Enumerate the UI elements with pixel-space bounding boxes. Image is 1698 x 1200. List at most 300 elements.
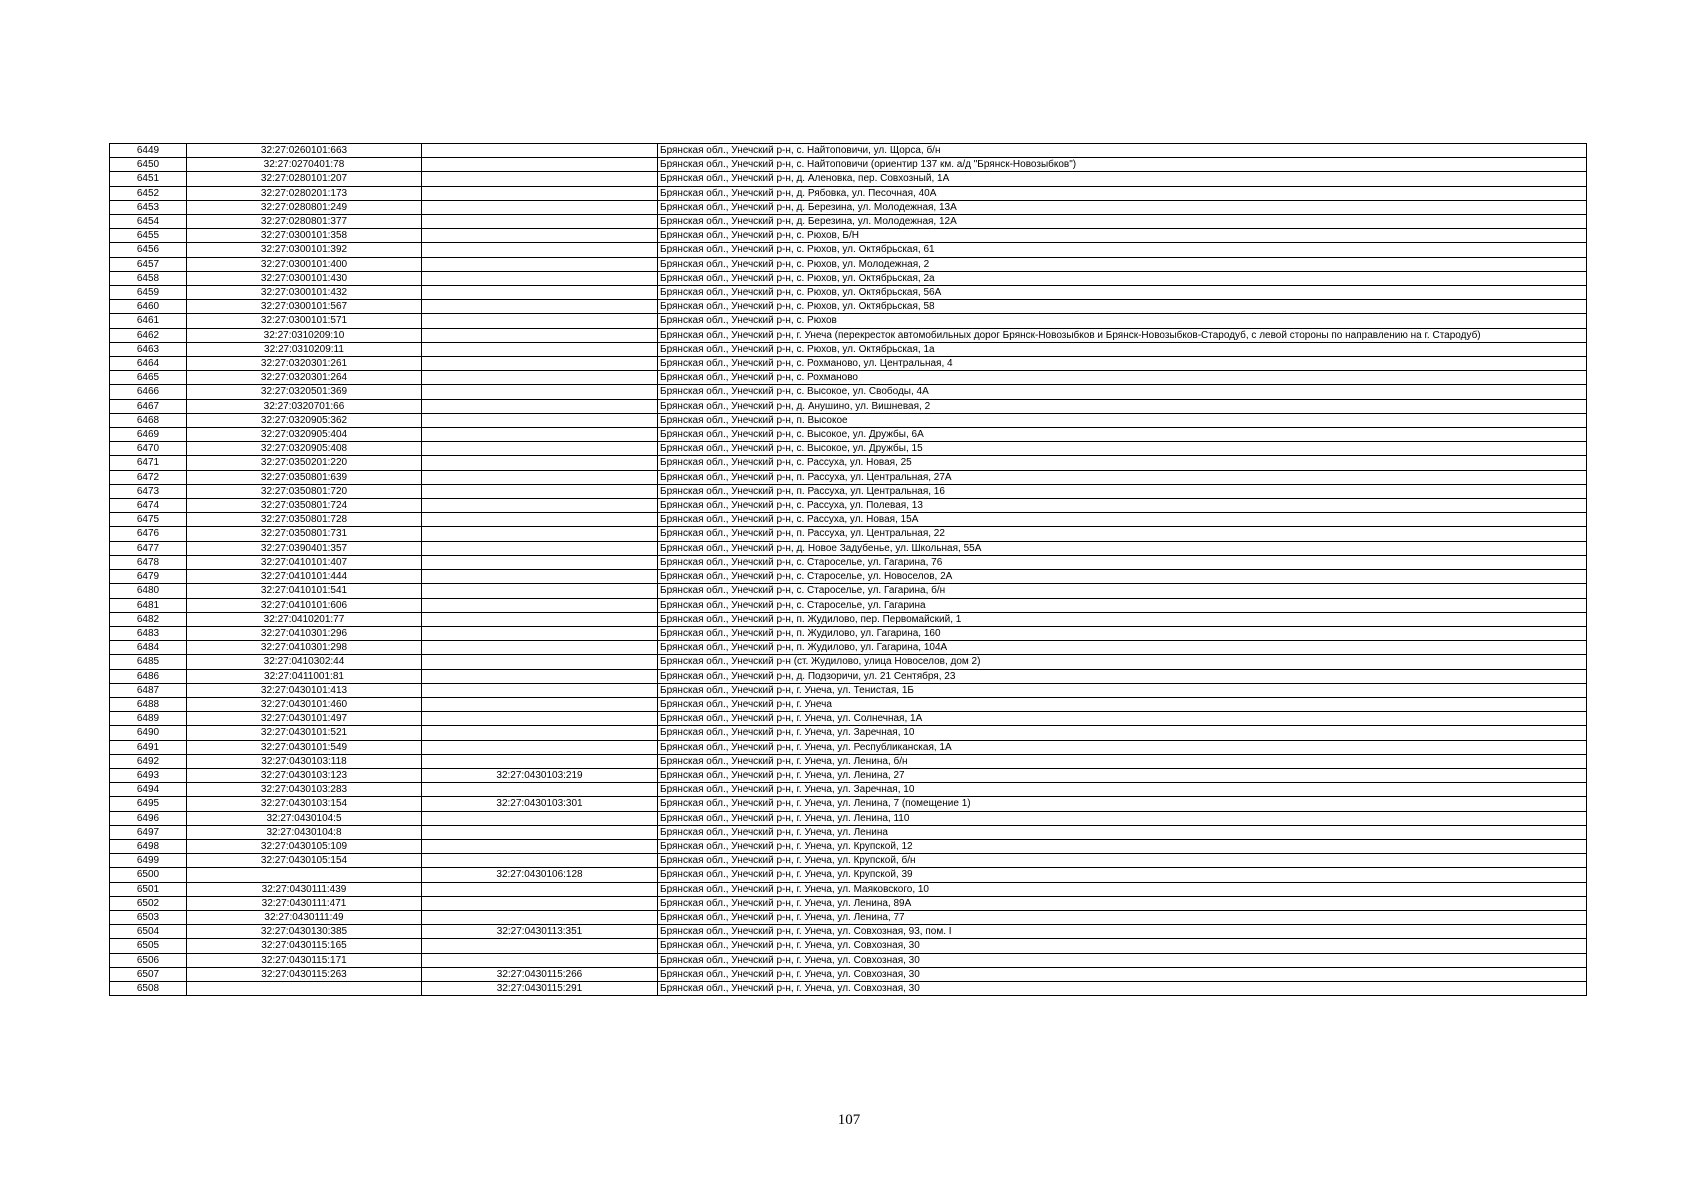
cadastral-number-extra-cell	[422, 215, 658, 229]
address-cell: Брянская обл., Унечский р-н, г. Унеча, ул. Маяковского, 10	[658, 882, 1587, 896]
row-number-cell: 6479	[110, 570, 187, 584]
cadastral-number-extra-cell	[422, 300, 658, 314]
cadastral-number-extra-cell	[422, 839, 658, 853]
table-row	[110, 229, 1587, 243]
cadastral-number-cell: 32:27:0430101:460	[187, 697, 422, 711]
cadastral-number-extra-cell	[422, 371, 658, 385]
cadastral-number-cell: 32:27:0430111:439	[187, 882, 422, 896]
row-number-cell: 6486	[110, 669, 187, 683]
row-number-cell: 6475	[110, 513, 187, 527]
cadastral-number-extra-cell	[422, 953, 658, 967]
row-number-cell: 6476	[110, 527, 187, 541]
row-number-cell: 6487	[110, 683, 187, 697]
address-cell: Брянская обл., Унечский р-н, с. Высокое, ул. Дружбы, 6А	[658, 428, 1587, 442]
cadastral-number-cell: 32:27:0430101:521	[187, 726, 422, 740]
cadastral-number-extra-cell: 32:27:0430115:291	[422, 981, 658, 995]
row-number-cell: 6501	[110, 882, 187, 896]
cadastral-number-cell: 32:27:0310209:10	[187, 328, 422, 342]
row-number-cell: 6477	[110, 541, 187, 555]
row-number-cell: 6492	[110, 754, 187, 768]
row-number-cell: 6485	[110, 655, 187, 669]
row-number-cell: 6480	[110, 584, 187, 598]
cadastral-number-cell: 32:27:0320905:362	[187, 413, 422, 427]
address-cell: Брянская обл., Унечский р-н, г. Унеча, ул. Тенистая, 1Б	[658, 683, 1587, 697]
cadastral-number-extra-cell	[422, 598, 658, 612]
table-row	[110, 584, 1587, 598]
address-cell: Брянская обл., Унечский р-н, г. Унеча, ул. Республиканская, 1А	[658, 740, 1587, 754]
address-cell: Брянская обл., Унечский р-н, с. Рюхов, ул. Октябрьская, 1а	[658, 342, 1587, 356]
row-number-cell: 6500	[110, 868, 187, 882]
cadastral-number-cell: 32:27:0430130:385	[187, 925, 422, 939]
table-row	[110, 513, 1587, 527]
address-cell: Брянская обл., Унечский р-н, д. Березина, ул. Молодежная, 13А	[658, 200, 1587, 214]
table-row	[110, 428, 1587, 442]
table-row	[110, 669, 1587, 683]
cadastral-number-cell: 32:27:0430101:413	[187, 683, 422, 697]
table-row	[110, 300, 1587, 314]
table-row	[110, 740, 1587, 754]
address-cell: Брянская обл., Унечский р-н, п. Жудилово, ул. Гагарина, 104А	[658, 641, 1587, 655]
cadastral-number-extra-cell	[422, 428, 658, 442]
row-number-cell: 6505	[110, 939, 187, 953]
cadastral-number-extra-cell	[422, 257, 658, 271]
address-cell: Брянская обл., Унечский р-н, п. Высокое	[658, 413, 1587, 427]
cadastral-number-cell: 32:27:0300101:432	[187, 286, 422, 300]
cadastral-number-extra-cell	[422, 754, 658, 768]
cadastral-number-extra-cell	[422, 186, 658, 200]
row-number-cell: 6499	[110, 854, 187, 868]
row-number-cell: 6507	[110, 967, 187, 981]
table-row	[110, 200, 1587, 214]
table-row	[110, 399, 1587, 413]
row-number-cell: 6468	[110, 413, 187, 427]
row-number-cell: 6482	[110, 612, 187, 626]
row-number-cell: 6457	[110, 257, 187, 271]
row-number-cell: 6458	[110, 271, 187, 285]
cadastral-number-cell: 32:27:0300101:567	[187, 300, 422, 314]
cadastral-number-cell: 32:27:0430115:171	[187, 953, 422, 967]
address-cell: Брянская обл., Унечский р-н, г. Унеча, ул. Совхозная, 30	[658, 939, 1587, 953]
row-number-cell: 6508	[110, 981, 187, 995]
address-cell: Брянская обл., Унечский р-н, д. Новое Задубенье, ул. Школьная, 55А	[658, 541, 1587, 555]
table-row	[110, 925, 1587, 939]
address-cell: Брянская обл., Унечский р-н, г. Унеча, ул. Солнечная, 1А	[658, 712, 1587, 726]
table-row	[110, 158, 1587, 172]
cadastral-number-extra-cell	[422, 271, 658, 285]
address-cell: Брянская обл., Унечский р-н, с. Староселье, ул. Гагарина	[658, 598, 1587, 612]
cadastral-number-cell: 32:27:0430101:497	[187, 712, 422, 726]
table-row	[110, 527, 1587, 541]
cadastral-number-extra-cell	[422, 641, 658, 655]
address-cell: Брянская обл., Унечский р-н, г. Унеча, ул. Ленина, 110	[658, 811, 1587, 825]
table-row	[110, 697, 1587, 711]
table-row	[110, 328, 1587, 342]
table-row	[110, 939, 1587, 953]
row-number-cell: 6481	[110, 598, 187, 612]
table-row	[110, 541, 1587, 555]
address-cell: Брянская обл., Унечский р-н, с. Староселье, ул. Гагарина, б/н	[658, 584, 1587, 598]
table-row	[110, 499, 1587, 513]
address-cell: Брянская обл., Унечский р-н, г. Унеча, ул. Ленина, 77	[658, 910, 1587, 924]
cadastral-number-cell: 32:27:0320301:264	[187, 371, 422, 385]
address-cell: Брянская обл., Унечский р-н, г. Унеча (перекресток автомобильных дорог Брянск-Новозыбков и Брянск-Новозыбков-Стародуб, с левой стороны по направлению на г. Стародуб)	[658, 328, 1587, 342]
row-number-cell: 6494	[110, 783, 187, 797]
cadastral-number-extra-cell	[422, 655, 658, 669]
table-row	[110, 470, 1587, 484]
address-cell: Брянская обл., Унечский р-н, с. Найтоповичи, ул. Щорса, б/н	[658, 144, 1587, 158]
cadastral-number-extra-cell	[422, 697, 658, 711]
cadastral-number-extra-cell: 32:27:0430103:301	[422, 797, 658, 811]
address-cell: Брянская обл., Унечский р-н, г. Унеча, ул. Ленина, б/н	[658, 754, 1587, 768]
address-cell: Брянская обл., Унечский р-н, г. Унеча, ул. Заречная, 10	[658, 783, 1587, 797]
address-cell: Брянская обл., Унечский р-н, п. Жудилово, ул. Гагарина, 160	[658, 626, 1587, 640]
table-row	[110, 754, 1587, 768]
row-number-cell: 6489	[110, 712, 187, 726]
address-cell: Брянская обл., Унечский р-н, с. Рюхов, Б/Н	[658, 229, 1587, 243]
cadastral-number-extra-cell	[422, 385, 658, 399]
row-number-cell: 6451	[110, 172, 187, 186]
cadastral-number-cell: 32:27:0320301:261	[187, 357, 422, 371]
row-number-cell: 6478	[110, 555, 187, 569]
cadastral-number-extra-cell	[422, 229, 658, 243]
row-number-cell: 6474	[110, 499, 187, 513]
address-cell: Брянская обл., Унечский р-н, г. Унеча, ул. Крупской, 12	[658, 839, 1587, 853]
row-number-cell: 6455	[110, 229, 187, 243]
cadastral-number-cell: 32:27:0300101:400	[187, 257, 422, 271]
row-number-cell: 6459	[110, 286, 187, 300]
cadastral-number-extra-cell	[422, 442, 658, 456]
table-row	[110, 712, 1587, 726]
address-cell: Брянская обл., Унечский р-н, с. Найтоповичи (ориентир 137 км. а/д "Брянск-Новозыбков")	[658, 158, 1587, 172]
row-number-cell: 6454	[110, 215, 187, 229]
cadastral-number-extra-cell	[422, 683, 658, 697]
address-cell: Брянская обл., Унечский р-н (ст. Жудилово, улица Новоселов, дом 2)	[658, 655, 1587, 669]
row-number-cell: 6503	[110, 910, 187, 924]
cadastral-number-extra-cell: 32:27:0430106:128	[422, 868, 658, 882]
address-cell: Брянская обл., Унечский р-н, д. Березина, ул. Молодежная, 12А	[658, 215, 1587, 229]
address-cell: Брянская обл., Унечский р-н, г. Унеча, ул. Совхозная, 30	[658, 967, 1587, 981]
table-row	[110, 257, 1587, 271]
cadastral-number-cell: 32:27:0310209:11	[187, 342, 422, 356]
cadastral-number-extra-cell: 32:27:0430103:219	[422, 768, 658, 782]
cadastral-number-extra-cell	[422, 854, 658, 868]
cadastral-number-cell: 32:27:0280101:207	[187, 172, 422, 186]
address-cell: Брянская обл., Унечский р-н, д. Аленовка, пер. Совхозный, 1А	[658, 172, 1587, 186]
cadastral-number-cell: 32:27:0430103:118	[187, 754, 422, 768]
address-cell: Брянская обл., Унечский р-н, с. Рюхов, ул. Молодежная, 2	[658, 257, 1587, 271]
address-cell: Брянская обл., Унечский р-н, г. Унеча, ул. Крупской, б/н	[658, 854, 1587, 868]
address-cell: Брянская обл., Унечский р-н, с. Рюхов	[658, 314, 1587, 328]
row-number-cell: 6473	[110, 484, 187, 498]
cadastral-number-cell: 32:27:0300101:430	[187, 271, 422, 285]
cadastral-number-extra-cell	[422, 669, 658, 683]
address-cell: Брянская обл., Унечский р-н, д. Анушино, ул. Вишневая, 2	[658, 399, 1587, 413]
address-cell: Брянская обл., Унечский р-н, г. Унеча, ул. Ленина	[658, 825, 1587, 839]
cadastral-number-cell: 32:27:0350801:724	[187, 499, 422, 513]
cadastral-number-cell: 32:27:0411001:81	[187, 669, 422, 683]
address-cell: Брянская обл., Унечский р-н, г. Унеча, ул. Ленина, 89А	[658, 896, 1587, 910]
cadastral-number-cell: 32:27:0430104:5	[187, 811, 422, 825]
row-number-cell: 6463	[110, 342, 187, 356]
cadastral-number-extra-cell	[422, 527, 658, 541]
cadastral-number-extra-cell	[422, 626, 658, 640]
table-row	[110, 768, 1587, 782]
address-cell: Брянская обл., Унечский р-н, с. Рохманово, ул. Центральная, 4	[658, 357, 1587, 371]
cadastral-number-cell: 32:27:0430101:549	[187, 740, 422, 754]
table-row	[110, 484, 1587, 498]
cadastral-number-cell: 32:27:0300101:392	[187, 243, 422, 257]
cadastral-number-extra-cell	[422, 712, 658, 726]
row-number-cell: 6495	[110, 797, 187, 811]
cadastral-number-extra-cell	[422, 328, 658, 342]
table-row	[110, 456, 1587, 470]
cadastral-number-extra-cell	[422, 882, 658, 896]
address-cell: Брянская обл., Унечский р-н, г. Унеча, ул. Ленина, 7 (помещение 1)	[658, 797, 1587, 811]
table-row	[110, 868, 1587, 882]
table-row	[110, 172, 1587, 186]
row-number-cell: 6467	[110, 399, 187, 413]
address-cell: Брянская обл., Унечский р-н, с. Рассуха, ул. Новая, 15А	[658, 513, 1587, 527]
cadastral-number-extra-cell: 32:27:0430113:351	[422, 925, 658, 939]
table-row	[110, 271, 1587, 285]
cadastral-number-extra-cell	[422, 555, 658, 569]
cadastral-number-cell: 32:27:0320701:66	[187, 399, 422, 413]
cadastral-number-extra-cell	[422, 470, 658, 484]
address-cell: Брянская обл., Унечский р-н, п. Жудилово, пер. Первомайский, 1	[658, 612, 1587, 626]
row-number-cell: 6471	[110, 456, 187, 470]
cadastral-number-extra-cell	[422, 456, 658, 470]
cadastral-number-cell: 32:27:0280801:249	[187, 200, 422, 214]
address-cell: Брянская обл., Унечский р-н, с. Староселье, ул. Гагарина, 76	[658, 555, 1587, 569]
cadastral-number-extra-cell	[422, 570, 658, 584]
cadastral-number-cell: 32:27:0260101:663	[187, 144, 422, 158]
cadastral-number-extra-cell	[422, 740, 658, 754]
table-row	[110, 286, 1587, 300]
table-row	[110, 442, 1587, 456]
row-number-cell: 6465	[110, 371, 187, 385]
address-cell: Брянская обл., Унечский р-н, г. Унеча, ул. Совхозная, 30	[658, 953, 1587, 967]
cadastral-number-cell: 32:27:0410101:407	[187, 555, 422, 569]
address-cell: Брянская обл., Унечский р-н, д. Подзоричи, ул. 21 Сентября, 23	[658, 669, 1587, 683]
cadastral-number-extra-cell	[422, 584, 658, 598]
row-number-cell: 6464	[110, 357, 187, 371]
address-cell: Брянская обл., Унечский р-н, с. Рассуха, ул. Новая, 25	[658, 456, 1587, 470]
table-row	[110, 967, 1587, 981]
cadastral-number-cell: 32:27:0410201:77	[187, 612, 422, 626]
row-number-cell: 6450	[110, 158, 187, 172]
cadastral-number-cell: 32:27:0430105:109	[187, 839, 422, 853]
row-number-cell: 6497	[110, 825, 187, 839]
row-number-cell: 6470	[110, 442, 187, 456]
table-row	[110, 882, 1587, 896]
row-number-cell: 6462	[110, 328, 187, 342]
cadastral-number-cell: 32:27:0270401:78	[187, 158, 422, 172]
address-cell: Брянская обл., Унечский р-н, д. Рябовка, ул. Песочная, 40А	[658, 186, 1587, 200]
cadastral-number-cell: 32:27:0410101:606	[187, 598, 422, 612]
table-row	[110, 910, 1587, 924]
registry-table-body	[110, 144, 1587, 996]
table-row	[110, 981, 1587, 995]
row-number-cell: 6493	[110, 768, 187, 782]
cadastral-number-extra-cell	[422, 243, 658, 257]
address-cell: Брянская обл., Унечский р-н, г. Унеча, ул. Заречная, 10	[658, 726, 1587, 740]
cadastral-number-cell: 32:27:0390401:357	[187, 541, 422, 555]
address-cell: Брянская обл., Унечский р-н, с. Рассуха, ул. Полевая, 13	[658, 499, 1587, 513]
cadastral-number-cell: 32:27:0430111:49	[187, 910, 422, 924]
address-cell: Брянская обл., Унечский р-н, п. Рассуха, ул. Центральная, 22	[658, 527, 1587, 541]
table-row	[110, 896, 1587, 910]
cadastral-number-extra-cell	[422, 910, 658, 924]
row-number-cell: 6452	[110, 186, 187, 200]
address-cell: Брянская обл., Унечский р-н, п. Рассуха, ул. Центральная, 16	[658, 484, 1587, 498]
table-row	[110, 413, 1587, 427]
cadastral-number-extra-cell	[422, 200, 658, 214]
cadastral-number-cell: 32:27:0350801:728	[187, 513, 422, 527]
row-number-cell: 6461	[110, 314, 187, 328]
table-row	[110, 570, 1587, 584]
table-row	[110, 243, 1587, 257]
cadastral-number-extra-cell	[422, 939, 658, 953]
cadastral-number-cell: 32:27:0430104:8	[187, 825, 422, 839]
cadastral-number-cell: 32:27:0410302:44	[187, 655, 422, 669]
cadastral-number-extra-cell	[422, 286, 658, 300]
table-row	[110, 357, 1587, 371]
table-row	[110, 612, 1587, 626]
cadastral-number-cell: 32:27:0410101:444	[187, 570, 422, 584]
cadastral-number-extra-cell	[422, 158, 658, 172]
row-number-cell: 6456	[110, 243, 187, 257]
row-number-cell: 6472	[110, 470, 187, 484]
cadastral-number-extra-cell	[422, 783, 658, 797]
table-row	[110, 641, 1587, 655]
row-number-cell: 6453	[110, 200, 187, 214]
table-row	[110, 371, 1587, 385]
cadastral-number-cell: 32:27:0430103:123	[187, 768, 422, 782]
cadastral-number-extra-cell	[422, 541, 658, 555]
table-row	[110, 626, 1587, 640]
cadastral-number-cell: 32:27:0350801:731	[187, 527, 422, 541]
cadastral-number-cell: 32:27:0350801:720	[187, 484, 422, 498]
cadastral-number-extra-cell	[422, 811, 658, 825]
cadastral-number-extra-cell	[422, 896, 658, 910]
row-number-cell: 6460	[110, 300, 187, 314]
cadastral-number-cell: 32:27:0430105:154	[187, 854, 422, 868]
address-cell: Брянская обл., Унечский р-н, с. Высокое, ул. Дружбы, 15	[658, 442, 1587, 456]
address-cell: Брянская обл., Унечский р-н, п. Рассуха, ул. Центральная, 27А	[658, 470, 1587, 484]
cadastral-number-cell: 32:27:0430115:165	[187, 939, 422, 953]
cadastral-number-cell	[187, 868, 422, 882]
table-row	[110, 825, 1587, 839]
cadastral-number-cell: 32:27:0280201:173	[187, 186, 422, 200]
table-row	[110, 598, 1587, 612]
row-number-cell: 6466	[110, 385, 187, 399]
cadastral-number-extra-cell	[422, 513, 658, 527]
table-row	[110, 854, 1587, 868]
cadastral-number-cell: 32:27:0410301:296	[187, 626, 422, 640]
row-number-cell: 6484	[110, 641, 187, 655]
table-row	[110, 811, 1587, 825]
cadastral-number-extra-cell	[422, 144, 658, 158]
address-cell: Брянская обл., Унечский р-н, с. Рюхов, ул. Октябрьская, 61	[658, 243, 1587, 257]
table-row	[110, 683, 1587, 697]
table-row	[110, 342, 1587, 356]
page-number: 107	[837, 1112, 861, 1128]
cadastral-number-cell: 32:27:0300101:571	[187, 314, 422, 328]
cadastral-number-extra-cell	[422, 612, 658, 626]
cadastral-number-cell: 32:27:0320501:369	[187, 385, 422, 399]
table-row	[110, 555, 1587, 569]
row-number-cell: 6504	[110, 925, 187, 939]
table-row	[110, 385, 1587, 399]
cadastral-number-cell	[187, 981, 422, 995]
address-cell: Брянская обл., Унечский р-н, г. Унеча, ул. Ленина, 27	[658, 768, 1587, 782]
cadastral-number-cell: 32:27:0430103:283	[187, 783, 422, 797]
table-row	[110, 144, 1587, 158]
table-row	[110, 215, 1587, 229]
address-cell: Брянская обл., Унечский р-н, с. Староселье, ул. Новоселов, 2А	[658, 570, 1587, 584]
row-number-cell: 6506	[110, 953, 187, 967]
cadastral-number-cell: 32:27:0280801:377	[187, 215, 422, 229]
cadastral-number-cell: 32:27:0430103:154	[187, 797, 422, 811]
registry-table	[109, 143, 1587, 996]
address-cell: Брянская обл., Унечский р-н, г. Унеча, ул. Совхозная, 30	[658, 981, 1587, 995]
cadastral-number-extra-cell	[422, 172, 658, 186]
cadastral-number-extra-cell	[422, 499, 658, 513]
row-number-cell: 6502	[110, 896, 187, 910]
table-row	[110, 655, 1587, 669]
table-row	[110, 797, 1587, 811]
address-cell: Брянская обл., Унечский р-н, с. Высокое, ул. Свободы, 4А	[658, 385, 1587, 399]
row-number-cell: 6488	[110, 697, 187, 711]
cadastral-number-cell: 32:27:0320905:404	[187, 428, 422, 442]
row-number-cell: 6496	[110, 811, 187, 825]
cadastral-number-extra-cell	[422, 399, 658, 413]
cadastral-number-extra-cell	[422, 357, 658, 371]
address-cell: Брянская обл., Унечский р-н, с. Рюхов, ул. Октябрьская, 56А	[658, 286, 1587, 300]
cadastral-number-extra-cell	[422, 413, 658, 427]
address-cell: Брянская обл., Унечский р-н, с. Рохманово	[658, 371, 1587, 385]
table-row	[110, 726, 1587, 740]
cadastral-number-extra-cell	[422, 726, 658, 740]
address-cell: Брянская обл., Унечский р-н, с. Рюхов, ул. Октябрьская, 2а	[658, 271, 1587, 285]
cadastral-number-extra-cell	[422, 484, 658, 498]
table-row	[110, 783, 1587, 797]
cadastral-number-cell: 32:27:0410101:541	[187, 584, 422, 598]
row-number-cell: 6491	[110, 740, 187, 754]
address-cell: Брянская обл., Унечский р-н, с. Рюхов, ул. Октябрьская, 58	[658, 300, 1587, 314]
cadastral-number-cell: 32:27:0350801:639	[187, 470, 422, 484]
cadastral-number-extra-cell: 32:27:0430115:266	[422, 967, 658, 981]
cadastral-number-cell: 32:27:0430111:471	[187, 896, 422, 910]
address-cell: Брянская обл., Унечский р-н, г. Унеча, ул. Крупской, 39	[658, 868, 1587, 882]
cadastral-number-cell: 32:27:0410301:298	[187, 641, 422, 655]
cadastral-number-cell: 32:27:0320905:408	[187, 442, 422, 456]
cadastral-number-extra-cell	[422, 342, 658, 356]
table-row	[110, 314, 1587, 328]
cadastral-number-extra-cell	[422, 825, 658, 839]
cadastral-number-cell: 32:27:0300101:358	[187, 229, 422, 243]
address-cell: Брянская обл., Унечский р-н, г. Унеча, ул. Совхозная, 93, пом. I	[658, 925, 1587, 939]
cadastral-number-extra-cell	[422, 314, 658, 328]
row-number-cell: 6449	[110, 144, 187, 158]
cadastral-number-cell: 32:27:0350201:220	[187, 456, 422, 470]
row-number-cell: 6469	[110, 428, 187, 442]
address-cell: Брянская обл., Унечский р-н, г. Унеча	[658, 697, 1587, 711]
row-number-cell: 6498	[110, 839, 187, 853]
table-row	[110, 839, 1587, 853]
table-row	[110, 953, 1587, 967]
table-row	[110, 186, 1587, 200]
